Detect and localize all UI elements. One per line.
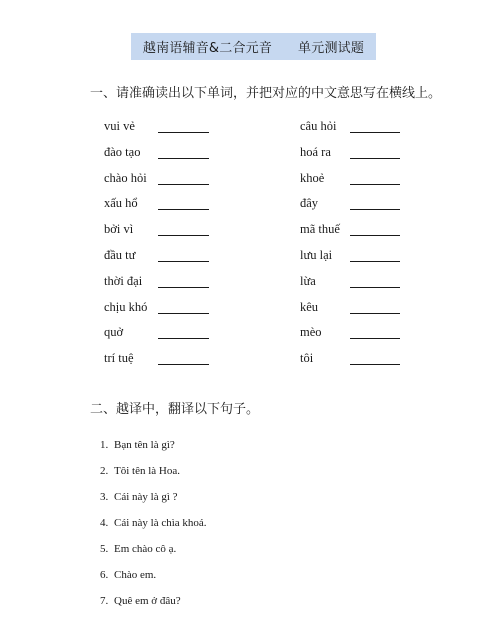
answer-blank[interactable] [158,209,209,210]
vocab-word: xấu hổ [104,196,138,211]
answer-blank[interactable] [350,364,400,365]
vocab-word: lưu lại [300,247,333,262]
list-item [100,569,207,595]
vocab-word: chịu khó [104,299,148,314]
answer-blank[interactable] [350,132,400,133]
vocab-word: kêu [300,299,319,314]
answer-blank[interactable] [350,313,400,314]
item-number: 5. [100,543,109,555]
item-number: 6. [100,569,109,581]
answer-blank[interactable] [350,261,400,262]
answer-blank[interactable] [350,209,400,210]
vocab-word: khoẻ [300,170,325,185]
vocab-word: lừa [300,273,316,288]
vocab-word: thời đại [104,273,143,288]
answer-blank[interactable] [158,364,209,365]
vocab-word: tôi [300,351,314,366]
item-number: 4. [100,517,109,529]
sentence-text: Cái này là gì ? [114,491,178,503]
item-number: 1. [100,439,109,451]
answer-blank[interactable] [158,287,209,288]
sentence-text: Bạn tên là gì? [114,439,175,451]
sentence-text: Chào em. [114,569,157,581]
vocab-word: câu hỏi [300,119,337,133]
sentence-text: Em chào cô ạ. [114,543,177,555]
item-number: 3. [100,491,109,503]
vocab-word: bởi vì [104,222,134,237]
vocab-word: hoá ra [300,144,331,159]
vocab-word: đây [300,196,319,211]
list-item [100,465,207,491]
vocab-word: đào tạo [104,144,141,159]
sentence-text: Tôi tên là Hoa. [114,465,180,477]
list-item [100,491,207,517]
section-1-heading: 一、请准确读出以下单词，并把对应的中文意思写在横线上。 [90,86,442,101]
answer-blank[interactable] [350,158,400,159]
answer-blank[interactable] [158,261,209,262]
sentence-list [100,439,207,621]
title-banner [131,33,376,60]
list-item [100,595,207,621]
list-item [100,517,207,543]
answer-blank[interactable] [158,235,209,236]
vocab-word: mã thuế [300,222,340,237]
answer-blank[interactable] [350,287,400,288]
list-item [100,543,207,569]
item-number: 7. [100,595,109,607]
vocab-word: đầu tư [104,247,136,262]
vocab-word: chào hỏi [104,170,147,185]
section-2-heading: 二、越译中，翻译以下句子。 [90,402,260,417]
answer-blank[interactable] [158,338,209,339]
answer-blank[interactable] [350,338,400,339]
item-number: 2. [100,465,109,477]
answer-blank[interactable] [158,132,209,133]
worksheet-title: 越南语辅音&二合元音 单元测试题 [142,41,365,56]
answer-blank[interactable] [158,313,209,314]
vocab-word: quở [104,325,124,340]
vocab-word: vui vẻ [104,119,135,133]
sentence-text: Quê em ở đâu? [114,595,181,607]
answer-blank[interactable] [158,158,209,159]
vocab-word: mèo [300,325,322,340]
sentence-text: Cái này là chìa khoá. [114,517,207,529]
answer-blank[interactable] [350,235,400,236]
vocab-word: trí tuệ [104,351,134,366]
answer-blank[interactable] [350,184,400,185]
answer-blank[interactable] [158,184,209,185]
list-item [100,439,207,465]
